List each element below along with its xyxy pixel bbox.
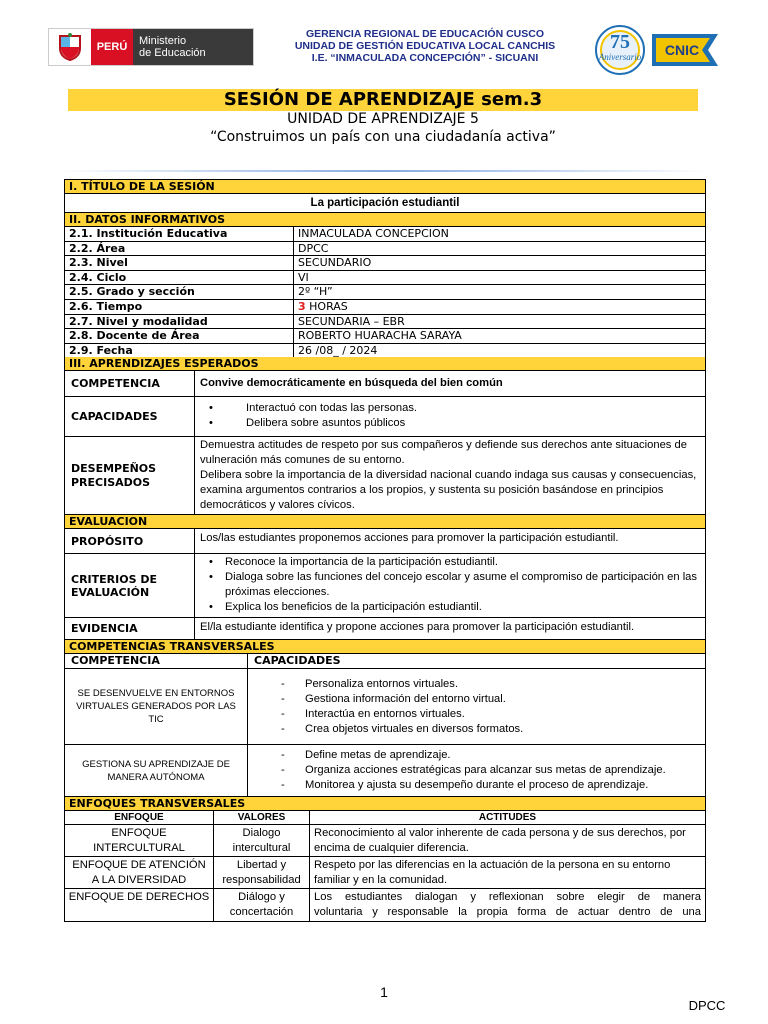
ct-row: SE DESENVUELVE EN ENTORNOS VIRTUALES GENERADOS POR LAS TIC - Personaliza entornos virtuales. - Gestiona información del entorno virtual. - Interactúa en entornos virtuales. - Crea objetos virtuales en diversos formatos.	[65, 669, 705, 745]
competencia-row: COMPETENCIA Convive democráticamente en búsqueda del bien común	[65, 371, 705, 397]
list-item: - Define metas de aprendizaje.	[253, 748, 666, 763]
info-row: 2.4. Ciclo VI	[65, 271, 705, 286]
badge-word: Aniversario	[598, 52, 642, 62]
ct-column-headers: COMPETENCIA CAPACIDADES	[65, 654, 705, 669]
info-row: 2.7. Nivel y modalidad SECUNDARIA – EBR	[65, 315, 705, 330]
anniversary-badge-icon	[590, 24, 724, 76]
criterios-list	[200, 555, 700, 615]
logo-ministry-label: Ministerio de Educación	[133, 29, 253, 65]
table-row: ENFOQUE INTERCULTURAL Dialogo intercultural Reconocimiento al valor inherente de cada persona y de sus derechos, por encima de cualquier diferencia.	[65, 825, 705, 857]
list-item: - Monitorea y ajusta su desempeño durante el proceso de aprendizaje.	[253, 778, 666, 793]
list-item: - Gestiona información del entorno virtual.	[253, 692, 523, 707]
session-table	[64, 179, 706, 922]
list-item: • Explica los beneficios de la participación estudiantil.	[200, 600, 700, 615]
info-row: 2.2. Área DPCC	[65, 242, 705, 257]
time-value: 3	[298, 299, 306, 313]
proposito-row: PROPÓSITO Los/las estudiantes proponemos acciones para promover la participación estudiantil.	[65, 529, 705, 554]
badge-acronym: CNIC	[664, 42, 700, 58]
list-item: - Crea objetos virtuales en diversos formatos.	[253, 722, 523, 737]
badge-number: 75	[610, 31, 630, 53]
section-header-enfoques: ENFOQUES TRANSVERSALES	[65, 797, 705, 811]
ct-capacidades-list	[253, 748, 666, 793]
ct-capacidades-list	[253, 677, 523, 737]
info-row: 2.9. Fecha 26 /08_ / 2024	[65, 344, 705, 358]
competencia-text: Convive democráticamente en búsqueda del bien común	[194, 371, 705, 396]
et-column-headers: ENFOQUE VALORES ACTITUDES	[65, 811, 705, 825]
desempenos-row: DESEMPEÑOS PRECISADOS Demuestra actitudes de respeto por sus compañeros y defiende sus derechos ante situaciones de vulneración más comunes de su entorno. Delibera sobre la importancia de la diversidad nacional cuando indaga sus causas y consecuencias, examina argumentos contrarios a los propios, y sustenta su posición basándose en principios democráticos y valores cívicos.	[65, 437, 705, 515]
list-item: - Personaliza entornos virtuales.	[253, 677, 523, 692]
heading-line-1: GERENCIA REGIONAL DE EDUCACIÓN CUSCO	[305, 28, 545, 40]
capacidades-list	[200, 401, 700, 431]
section-header-competencias-transversales: COMPETENCIAS TRANSVERSALES	[65, 640, 705, 654]
institution-heading	[280, 28, 570, 64]
heading-line-3: I.E. “INMACULADA CONCEPCIÓN” - SICUANI	[311, 52, 539, 64]
page-number: 1	[380, 984, 388, 1000]
section-header-aprendizajes: III. APRENDIZAJES ESPERADOS	[65, 357, 705, 371]
desempeno-text: Delibera sobre la importancia de la diversidad nacional cuando indaga sus causas y consecuencias, examina argumentos contrarios a los propios, y sustenta su posición basándose en principios democráticos y valores cívicos.	[200, 469, 697, 512]
page-title: SESIÓN DE APRENDIZAJE sem.3	[68, 89, 698, 111]
list-item: - Organiza acciones estratégicas para alcanzar sus metas de aprendizaje.	[253, 763, 666, 778]
proposito-text: Los/las estudiantes proponemos acciones para promover la participación estudiantil.	[194, 529, 705, 553]
footer-area: DPCC	[688, 998, 726, 1013]
list-item: • Reconoce la importancia de la participación estudiantil.	[200, 555, 700, 570]
ct-row: GESTIONA SU APRENDIZAJE DE MANERA AUTÓNOMA - Define metas de aprendizaje. - Organiza acciones estratégicas para alcanzar sus metas de aprendizaje. - Monitorea y ajusta su desempeño durante el proceso de aprendizaje.	[65, 745, 705, 797]
separator-line	[60, 170, 706, 172]
info-row: 2.6. Tiempo 3 HORAS	[65, 300, 705, 315]
datos-informativos	[65, 227, 705, 357]
heading-line-2: UNIDAD DE GESTIÓN EDUCATIVA LOCAL CANCHIS	[294, 40, 556, 52]
section-header-evaluacion: EVALUACION	[65, 515, 705, 529]
info-row: 2.8. Docente de Área ROBERTO HUARACHA SARAYA	[65, 329, 705, 344]
unit-title: UNIDAD DE APRENDIZAJE 5	[287, 111, 479, 127]
list-item: • Dialoga sobre las funciones del concejo escolar y asume el compromiso de participación en las próximas elecciones.	[200, 570, 700, 600]
coat-of-arms-icon	[49, 29, 91, 65]
list-item: • Interactuó con todas las personas.	[200, 401, 700, 416]
section-header-title: I. TÍTULO DE LA SESIÓN	[65, 180, 705, 194]
session-title: La participación estudiantil	[310, 197, 460, 209]
logo-country-label: PERÚ	[91, 29, 133, 65]
unit-motto: “Construimos un país con una ciudadanía activa”	[210, 129, 556, 145]
list-item: • Delibera sobre asuntos públicos	[200, 416, 700, 431]
enfoques-table	[65, 811, 705, 921]
info-row: 2.3. Nivel SECUNDARIO	[65, 256, 705, 271]
session-title-row	[65, 194, 705, 213]
evidencia-row: EVIDENCIA El/la estudiante identifica y propone acciones para promover la participación estudiantil.	[65, 618, 705, 640]
table-row: ENFOQUE DE ATENCIÓN A LA DIVERSIDAD Libertad y responsabilidad Respeto por las diferencias en la actuación de la persona en su entorno familiar y en la comunidad.	[65, 857, 705, 889]
info-row: 2.1. Institución Educativa INMACULADA CONCEPCION	[65, 227, 705, 242]
desempeno-text: Demuestra actitudes de respeto por sus compañeros y defiende sus derechos ante situaciones de vulneración más comunes de su entorno.	[200, 439, 687, 467]
criterios-row: CRITERIOS DE EVALUACIÓN • Reconoce la importancia de la participación estudiantil. • Dialoga sobre las funciones del concejo escolar y asume el compromiso de participación en las próximas elecciones. • Explica los beneficios de la participación estudiantil.	[65, 554, 705, 618]
evidencia-text: El/la estudiante identifica y propone acciones para promover la participación estudiantil.	[194, 618, 705, 639]
list-item: - Interactúa en entornos virtuales.	[253, 707, 523, 722]
info-row: 2.5. Grado y sección 2º “H”	[65, 285, 705, 300]
table-row: ENFOQUE DE DERECHOS Diálogo y concertación Los estudiantes dialogan y reflexionan sobre elegir de manera voluntaria y responsable la propia forma de actuar dentro de una	[65, 889, 705, 921]
section-header-datos: II. DATOS INFORMATIVOS	[65, 213, 705, 227]
capacidades-row: CAPACIDADES • Interactuó con todas las personas. • Delibera sobre asuntos públicos	[65, 397, 705, 437]
minedu-logo	[48, 28, 254, 66]
